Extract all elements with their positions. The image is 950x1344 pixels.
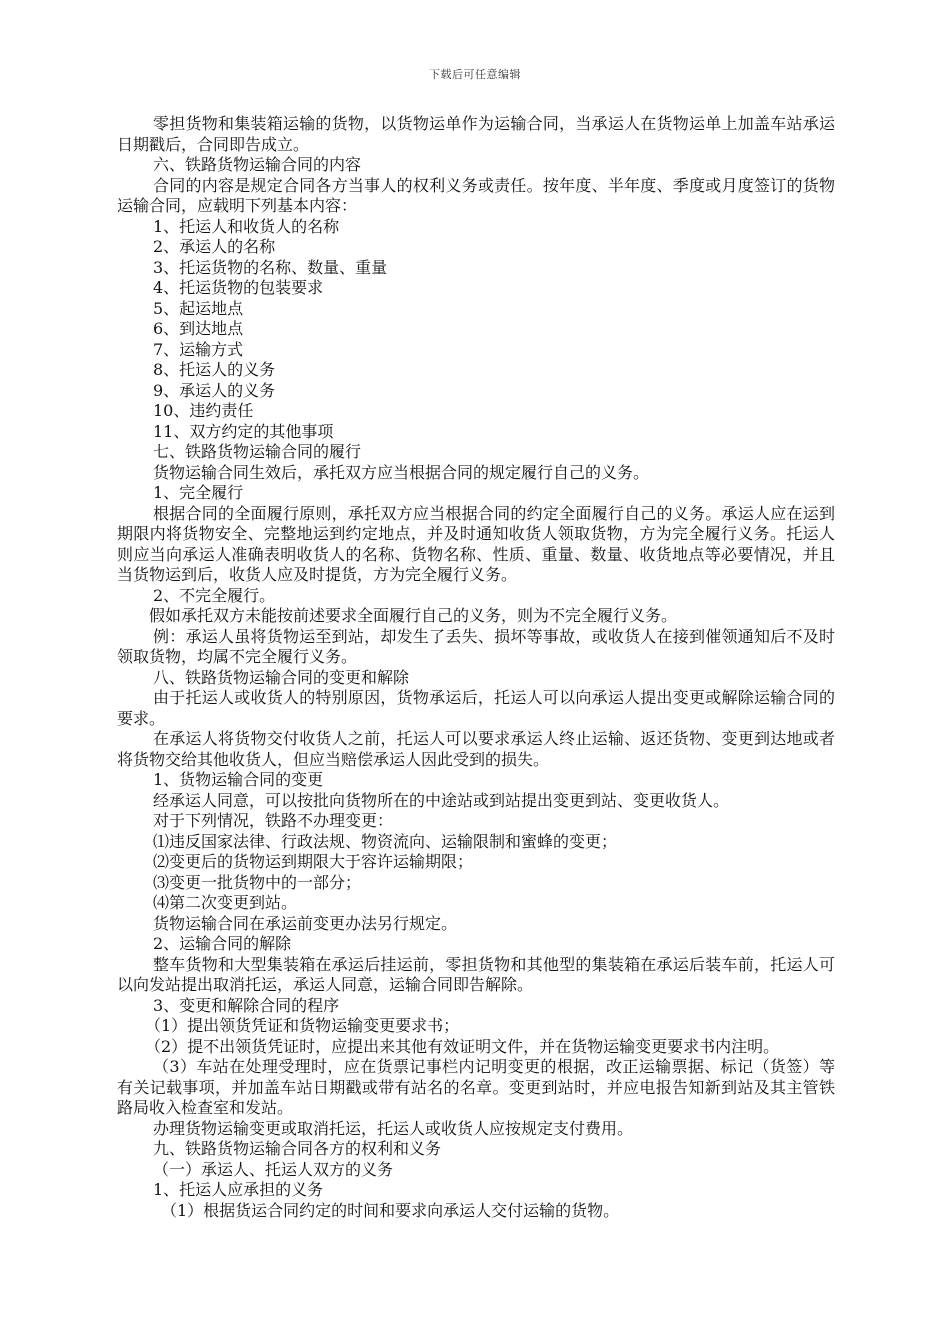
section-heading: 九、铁路货物运输合同各方的权利和义务: [153, 1139, 442, 1158]
section-heading: 六、铁路货物运输合同的内容: [153, 155, 362, 174]
subsection-heading: 1、托运人应承担的义务: [153, 1180, 324, 1199]
paragraph: 整车货物和大型集装箱在承运后挂运前，零担货物和其他型的集装箱在承运后装车前，托运人可以向发站提出取消托运，承运人同意，运输合同即告解除。: [117, 954, 835, 994]
list-item: （1）根据货运合同约定的时间和要求向承运人交付运输的货物。: [161, 1200, 620, 1220]
paragraph: 合同的内容是规定合同各方当事人的权利义务或责任。按年度、半年度、季度或月度签订的货物运输合同，应载明下列基本内容：: [117, 175, 835, 215]
list-item: 11、双方约定的其他事项: [153, 421, 334, 441]
section-heading: 八、铁路货物运输合同的变更和解除: [153, 667, 410, 687]
list-item: ⑷第二次变更到站。: [153, 893, 298, 912]
subsection-heading: 1、完全履行: [153, 483, 244, 502]
list-item: ⑴违反国家法律、行政法规、物资流向、运输限制和蜜蜂的变更；: [153, 831, 618, 851]
list-item: 5、起运地点: [153, 298, 244, 318]
list-item: 10、违约责任: [153, 401, 254, 420]
document-body: [117, 114, 835, 1221]
section-heading: 七、铁路货物运输合同的履行: [153, 442, 362, 461]
paragraph: 经承运人同意，可以按批向货物所在的中途站或到站提出变更到站、变更收货人。: [153, 790, 730, 810]
list-item: （1）提出领货凭证和货物运输变更要求书；: [145, 1016, 460, 1035]
paragraph: 对于下列情况，铁路不办理变更：: [153, 811, 394, 830]
paragraph: 例：承运人虽将货物运至到站，却发生了丢失、损坏等事故，或收货人在接到催领通知后不及时领取货物，均属不完全履行义务。: [117, 626, 835, 666]
paragraph: 货物运输合同在承运前变更办法另行规定。: [153, 913, 458, 933]
subsection-heading: 2、运输合同的解除: [153, 934, 292, 953]
page-header: 下载后可任意编辑: [429, 68, 521, 81]
paragraph: 在承运人将货物交付收货人之前，托运人可以要求承运人终止运输、返还货物、变更到达地或者将货物交给其他收货人，但应当赔偿承运人因此受到的损失。: [117, 729, 835, 769]
paragraph: 假如承托双方未能按前述要求全面履行自己的义务，则为不完全履行义务。: [149, 606, 678, 625]
paragraph: 由于托运人或收货人的特别原因，货物承运后，托运人可以向承运人提出变更或解除运输合同的要求。: [117, 688, 835, 728]
list-item: （3）车站在处理受理时，应在货票记事栏内记明变更的根据，改正运输票据、标记（货签）等有关记载事项，并加盖车站日期戳或带有站名的名章。变更到站时，并应电报告知新到站及其主管铁路局收入检查室和发站。: [117, 1057, 835, 1117]
paragraph: 货物运输合同生效后，承托双方应当根据合同的规定履行自己的义务。: [153, 462, 650, 482]
subsection-heading: 2、不完全履行。: [153, 585, 276, 605]
list-item: 3、托运货物的名称、数量、重量: [153, 257, 388, 277]
list-item: 8、托运人的义务: [153, 360, 276, 379]
paragraph: 办理货物运输变更或取消托运，托运人或收货人应按规定支付费用。: [153, 1118, 634, 1138]
subsection-heading: 1、货物运输合同的变更: [153, 770, 324, 789]
list-item: 7、运输方式: [153, 339, 244, 359]
list-item: 1、托运人和收货人的名称: [153, 216, 340, 236]
list-item: 4、托运货物的包装要求: [153, 278, 324, 297]
list-item: （2）提不出领货凭证时，应提出来其他有效证明文件，并在货物运输变更要求书内注明。: [145, 1036, 780, 1056]
list-item: 6、到达地点: [153, 319, 244, 338]
list-item: 9、承运人的义务: [153, 380, 276, 400]
paragraph: 根据合同的全面履行原则，承托双方应当根据合同的约定全面履行自己的义务。承运人应在运到期限内将货物安全、完整地运到约定地点，并及时通知收货人领取货物，方为完全履行义务。托运人则应当向承运人准确表明收货人的名称、货物名称、性质、重量、数量、收货地点等必要情况，并且当货物运到后，收货人应及时提货，方为完全履行义务。: [117, 503, 835, 584]
paragraph: 零担货物和集装箱运输的货物，以货物运单作为运输合同，当承运人在货物运单上加盖车站承运日期戳后，合同即告成立。: [117, 114, 835, 154]
subsection-heading: （一）承运人、托运人双方的义务: [153, 1159, 394, 1179]
list-item: ⑶变更一批货物中的一部分；: [153, 872, 362, 892]
list-item: 2、承运人的名称: [153, 237, 276, 256]
list-item: ⑵变更后的货物运到期限大于容许运输期限；: [153, 852, 474, 871]
subsection-heading: 3、变更和解除合同的程序: [153, 995, 340, 1015]
